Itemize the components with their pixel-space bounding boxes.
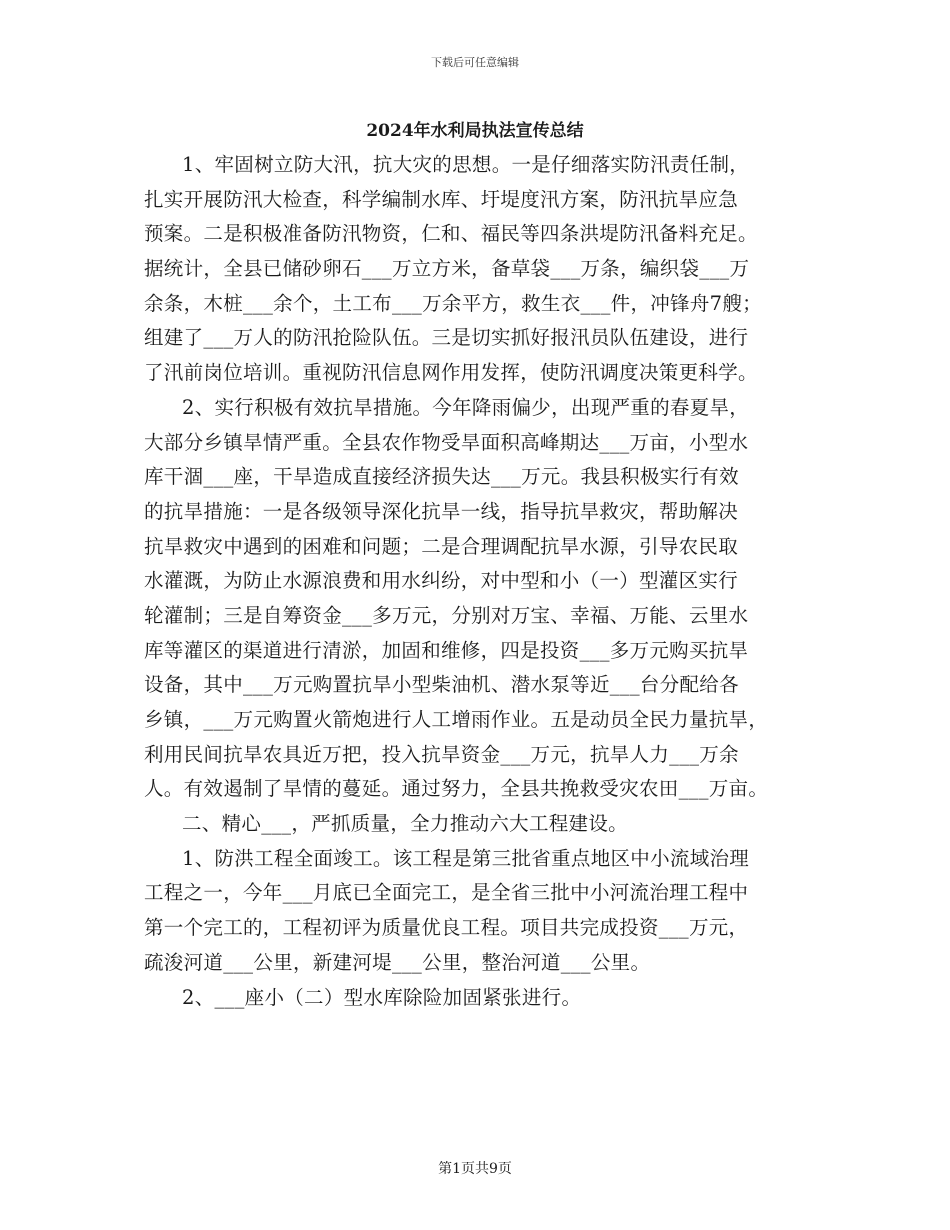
paragraph-line: 了汛前岗位培训。重视防汛信息网作用发挥，使防汛调度决策更科学。 xyxy=(144,361,758,385)
paragraph-line: 组建了___万人的防汛抢险队伍。三是切实抓好报汛员队伍建设，进行 xyxy=(144,326,749,350)
page-footer: 第1页共9页 xyxy=(438,1161,512,1177)
paragraph-line: 轮灌制；三是自筹资金___多万元，分别对万宝、幸福、万能、云里水 xyxy=(144,603,749,627)
paragraph-line: 第一个完工的，工程初评为质量优良工程。项目共完成投资___万元， xyxy=(144,916,749,940)
paragraph-line: 乡镇，___万元购置火箭炮进行人工增雨作业。五是动员全民力量抗旱， xyxy=(144,708,769,731)
paragraph-line: 水灌溉，为防止水源浪费和用水纠纷，对中型和小（一）型灌区实行 xyxy=(144,569,739,593)
paragraph-line: 余条，木桩___余个，土工布___万余平方，救生衣___件，冲锋舟7艘； xyxy=(144,291,762,315)
paragraph-line: 2、实行积极有效抗旱措施。今年降雨偏少，出现严重的春夏旱， xyxy=(182,395,750,419)
paragraph-line: 1、牢固树立防大汛，抗大灾的思想。一是仔细落实防汛责任制， xyxy=(182,153,750,176)
document-title: 2024年水利局执法宣传总结 xyxy=(366,121,584,141)
paragraph-line: 工程之一，今年___月底已全面完工，是全省三批中小河流治理工程中 xyxy=(144,881,749,905)
section-heading: 二、精心___，严抓质量，全力推动六大工程建设。 xyxy=(182,812,628,836)
paragraph-line: 预案。二是积极准备防汛物资，仁和、福民等四条洪堤防汛备料充足。 xyxy=(144,222,758,246)
paragraph-line: 库等灌区的渠道进行清淤，加固和维修，四是投资___多万元购买抗旱 xyxy=(144,638,749,662)
paragraph-line: 1、防洪工程全面竣工。该工程是第三批省重点地区中小流域治理 xyxy=(182,846,750,870)
paragraph-line: 2、___座小（二）型水库除险加固紧张进行。 xyxy=(182,985,582,1009)
paragraph-line: 的抗旱措施：一是各级领导深化抗旱一线，指导抗旱救灾，帮助解决 xyxy=(144,499,739,523)
document-body xyxy=(144,148,814,1015)
paragraph-line: 抗旱救灾中遇到的困难和问题；二是合理调配抗旱水源，引导农民取 xyxy=(144,534,739,558)
paragraph-line: 大部分乡镇旱情严重。全县农作物受旱面积高峰期达___万亩，小型水 xyxy=(144,430,749,454)
paragraph-line: 设备，其中___万元购置抗旱小型柴油机、潜水泵等近___台分配给各 xyxy=(144,673,739,697)
paragraph-line: 疏浚河道___公里，新建河堤___公里，整治河道___公里。 xyxy=(144,950,651,974)
paragraph-line: 扎实开展防汛大检查，科学编制水库、圩堤度汛方案，防汛抗旱应急 xyxy=(144,187,739,211)
paragraph-line: 库干涸___座，干旱造成直接经济损失达___万元。我县积极实行有效 xyxy=(144,465,739,489)
page-header: 下载后可任意编辑 xyxy=(431,56,519,69)
paragraph-line: 利用民间抗旱农具近万把，投入抗旱资金___万元，抗旱人力___万余 xyxy=(144,742,739,766)
paragraph-line: 据统计，全县已储砂卵石___万立方米，备草袋___万条，编织袋___万 xyxy=(144,257,750,281)
paragraph-line: 人。有效遏制了旱情的蔓延。通过努力，全县共挽救受灾农田___万亩。 xyxy=(144,777,769,801)
